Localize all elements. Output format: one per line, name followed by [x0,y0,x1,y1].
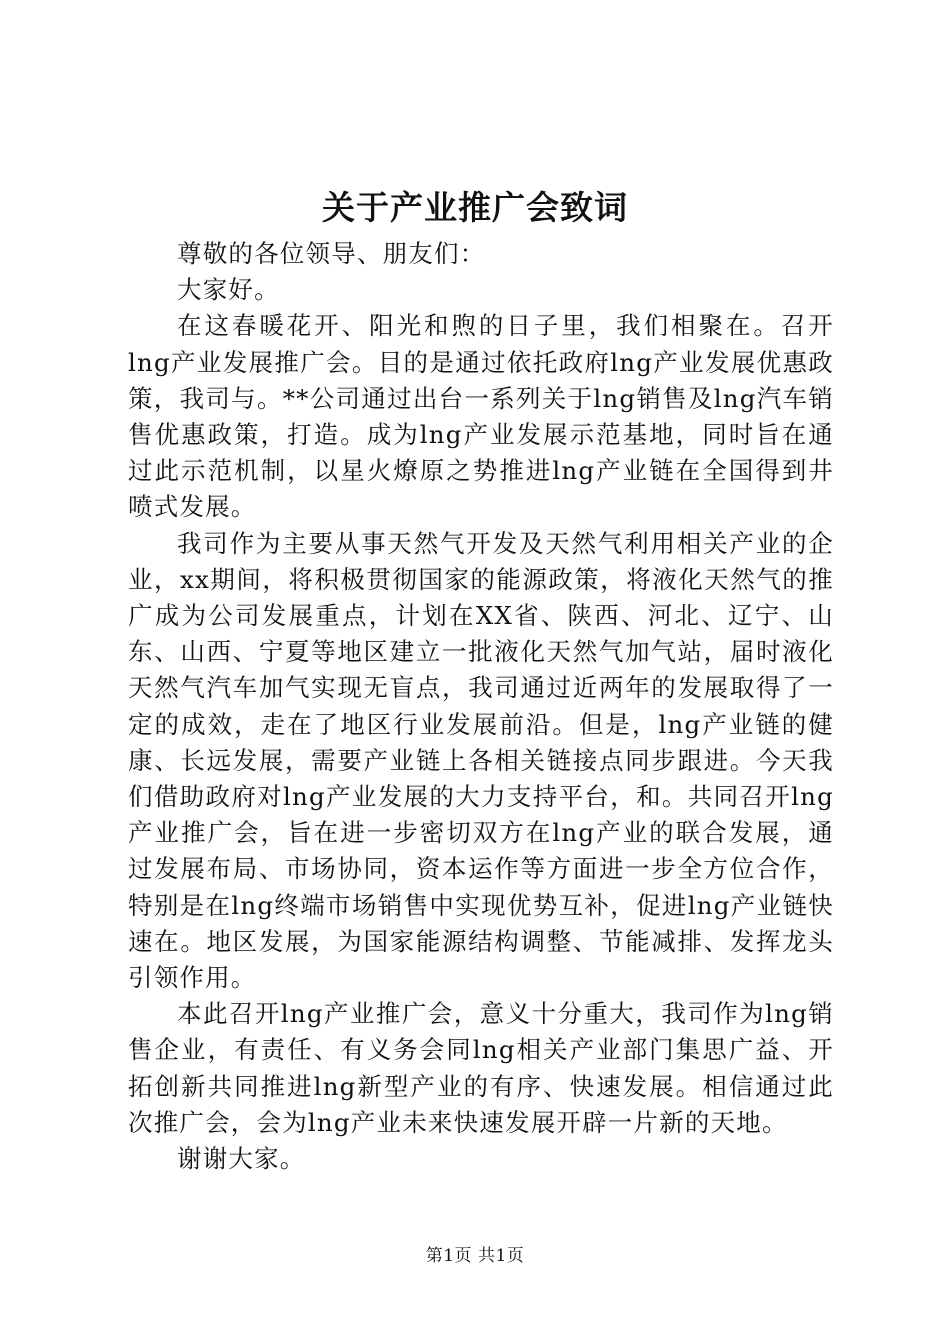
salutation: 尊敬的各位领导、朋友们： [177,239,486,268]
body-paragraph-3: 本此召开lng产业推广会，意义十分重大，我司作为lng销售企业，有责任、有义务会同lng相关产业部门集思广益、开拓创新共同推进lng新型产业的有序、快速发展。相信通过此次推广会，会为lng产业未来快速发展开辟一片新的天地。 [128,999,834,1137]
document-body [128,236,834,1177]
document-title: 关于产业推广会致词 [322,188,628,227]
greeting: 大家好。 [177,275,280,305]
body-paragraph-2: 我司作为主要从事天然气开发及天然气利用相关产业的企业，xx期间，将积极贯彻国家的能源政策，将液化天然气的推广成为公司发展重点，计划在XX省、陕西、河北、辽宁、山东、山西、宁夏等地区建立一批液化天然气加气站，届时液化天然气汽车加气实现无盲点，我司通过近两年的发展取得了一定的成效，走在了地区行业发展前沿。但是，lng产业链的健康、长远发展，需要产业链上各相关链接点同步跟进。今天我们借助政府对lng产业发展的大力支持平台，和。共同召开lng产业推广会，旨在进一步密切双方在lng产业的联合发展，通过发展布局、市场协同，资本运作等方面进一步全方位合作，特别是在lng终端市场销售中实现优势互补，促进lng产业链快速在。地区发展，为国家能源结构调整、节能减排、发挥龙头引领作用。 [128,528,834,993]
page-footer: 第1页 共1页 [425,1246,525,1266]
closing: 谢谢大家。 [177,1144,306,1174]
body-paragraph-1: 在这春暖花开、阳光和煦的日子里，我们相聚在。召开lng产业发展推广会。目的是通过依托政府lng产业发展优惠政策，我司与。**公司通过出台一系列关于lng销售及lng汽车销售优惠政策，打造。成为lng产业发展示范基地，同时旨在通过此示范机制，以星火燎原之势推进lng产业链在全国得到井喷式发展。 [128,311,834,522]
